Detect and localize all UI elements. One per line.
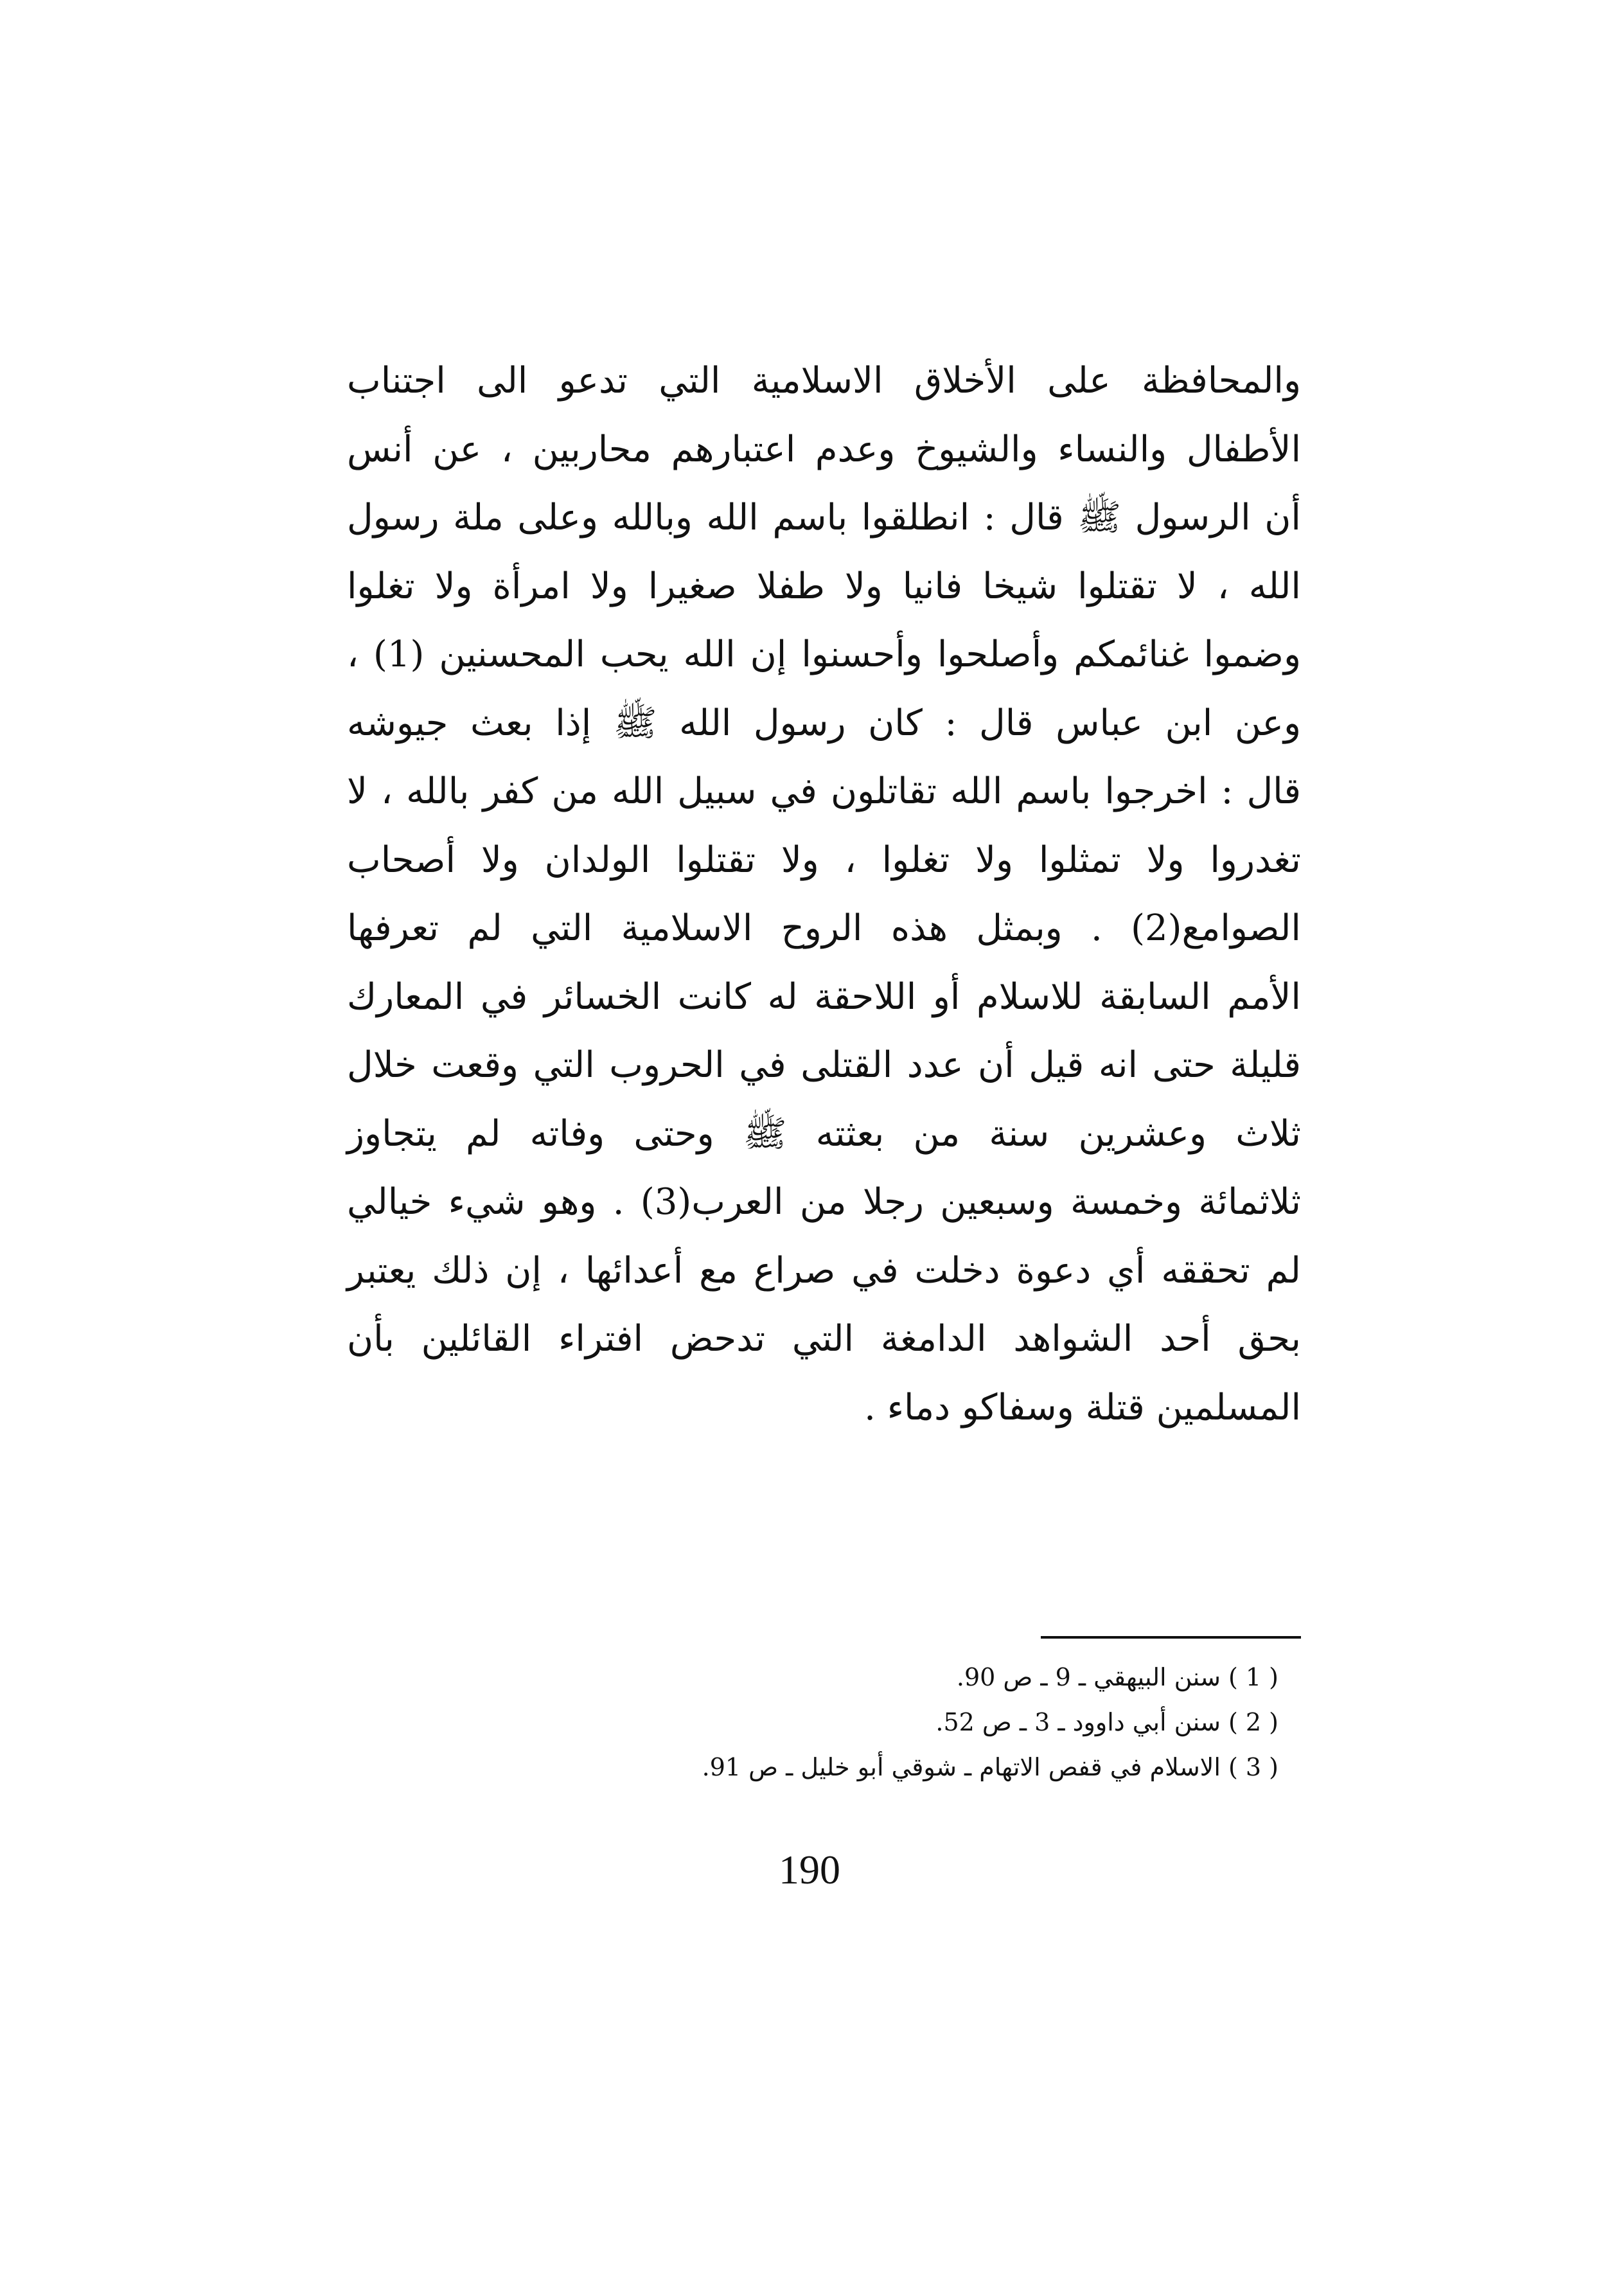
footnote-3: ( 3 ) الاسلام في قفص الاتهام ـ شوقي أبو خليل ـ ص 91. <box>702 1753 1278 1781</box>
text-line: قليلة حتى انه قيل أن عدد القتلى في الحروب التي وقعت خلال <box>347 1044 1301 1086</box>
text-line: أن الرسول ﷺ قال : انطلقوا باسم الله وبالله وعلى ملة رسول <box>347 497 1301 538</box>
page-number: 190 <box>779 1847 840 1892</box>
text-line: الأطفال والنساء والشيوخ وعدم اعتبارهم محاربين ، عن أنس <box>347 428 1301 470</box>
text-line: ثلاث وعشرين سنة من بعثته ﷺ وحتى وفاته لم يتجاوز <box>347 1112 1301 1155</box>
text-line: قال : اخرجوا باسم الله تقاتلون في سبيل الله من كفر بالله ، لا <box>347 770 1301 812</box>
text-line: ثلاثمائة وخمسة وسبعين رجلا من العرب(3) . وهو شيء خيالي <box>347 1181 1301 1223</box>
text-line: وضموا غنائمكم وأصلحوا وأحسنوا إن الله يحب المحسنين (1) ، <box>347 634 1301 675</box>
footnote-divider <box>1041 1636 1301 1639</box>
text-line: وعن ابن عباس قال : كان رسول الله ﷺ إذا بعث جيوشه <box>347 702 1301 744</box>
text-line: الأمم السابقة للاسلام أو اللاحقة له كانت الخسائر في المعارك <box>347 975 1301 1018</box>
text-line: المسلمين قتلة وسفاكو دماء . <box>864 1386 1301 1428</box>
text-line: بحق أحد الشواهد الدامغة التي تدحض افتراء القائلين بأن <box>347 1318 1301 1360</box>
footnote-2: ( 2 ) سنن أبي داوود ـ 3 ـ ص 52. <box>935 1708 1278 1736</box>
main-text <box>347 347 1301 1442</box>
text-line: لم تحققه أي دعوة دخلت في صراع مع أعدائها ، إن ذلك يعتبر <box>347 1249 1301 1292</box>
text-line: تغدروا ولا تمثلوا ولا تغلوا ، ولا تقتلوا الولدان ولا أصحاب <box>347 839 1301 881</box>
text-line: والمحافظة على الأخلاق الاسلامية التي تدعو الى اجتناب <box>347 360 1301 402</box>
text-line: الله ، لا تقتلوا شيخا فانيا ولا طفلا صغيرا ولا امرأة ولا تغلوا <box>347 565 1301 607</box>
footnote-1: ( 1 ) سنن البيهقي ـ 9 ـ ص 90. <box>956 1663 1278 1691</box>
text-line: الصوامع(2) . وبمثل هذه الروح الاسلامية التي لم تعرفها <box>347 907 1301 949</box>
footnotes <box>488 1655 1278 1790</box>
